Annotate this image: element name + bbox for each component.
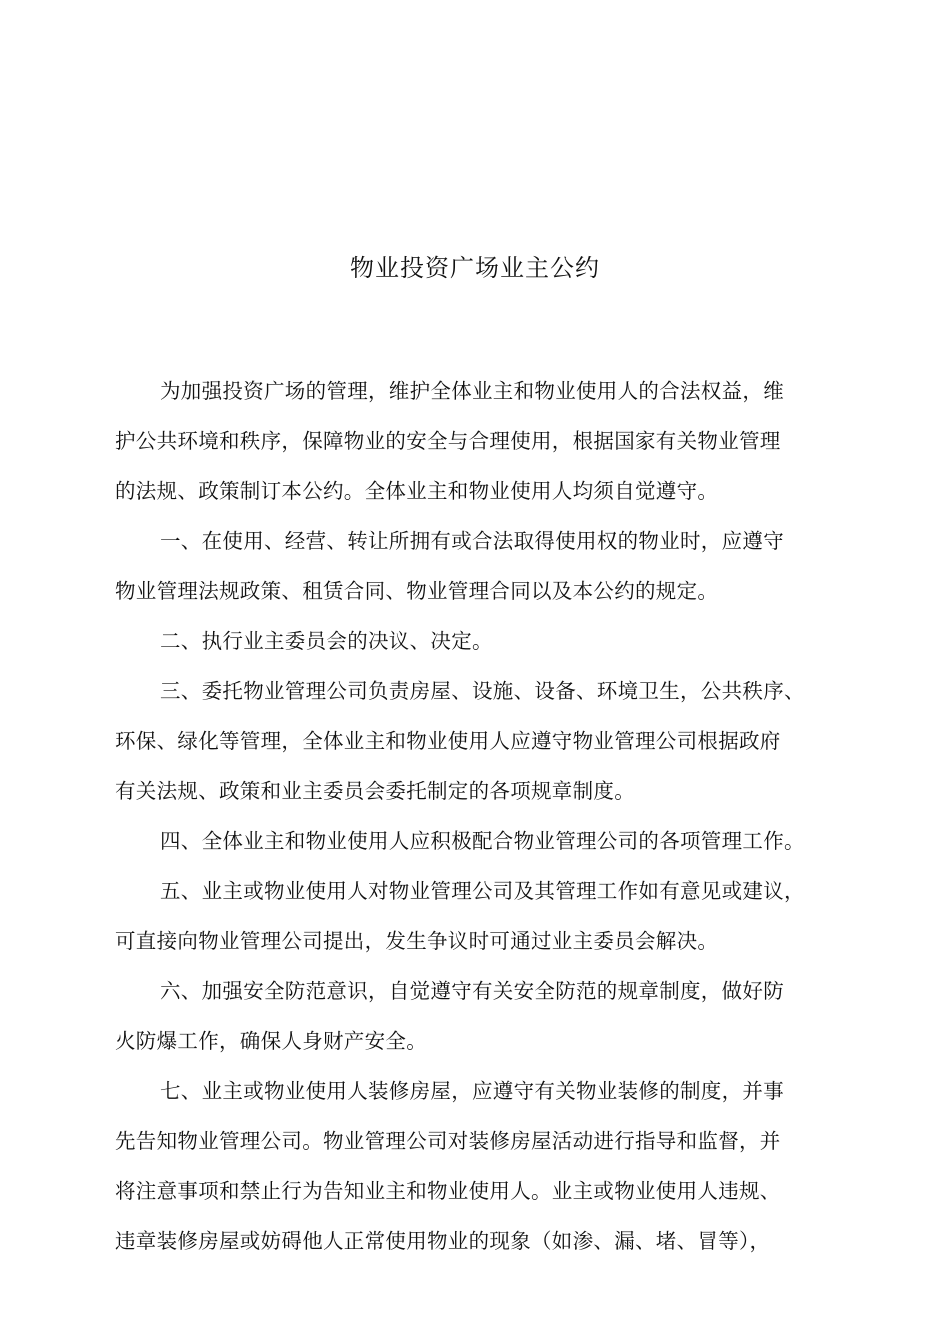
text-line: 有关法规、政策和业主委员会委托制定的各项规章制度。 [115, 779, 635, 803]
text-line: 物业管理法规政策、租赁合同、物业管理合同以及本公约的规定。 [115, 579, 719, 603]
text-line: 护公共环境和秩序，保障物业的安全与合理使用，根据国家有关物业管理 [115, 429, 781, 453]
text-line: 五、业主或物业使用人对物业管理公司及其管理工作如有意见或建议， [160, 879, 805, 903]
text-line: 可直接向物业管理公司提出，发生争议时可通过业主委员会解决。 [115, 929, 719, 953]
text-line: 违章装修房屋或妨碍他人正常使用物业的现象（如渗、漏、堵、冒等）， [115, 1229, 771, 1253]
document-title: 物业投资广场业主公约 [350, 254, 600, 282]
text-line: 环保、绿化等管理，全体业主和物业使用人应遵守物业管理公司根据政府 [115, 729, 781, 753]
text-line: 一、在使用、经营、转让所拥有或合法取得使用权的物业时，应遵守 [160, 529, 784, 553]
text-line: 六、加强安全防范意识，自觉遵守有关安全防范的规章制度，做好防 [160, 979, 784, 1003]
document-body [115, 366, 855, 1266]
text-line: 先告知物业管理公司。物业管理公司对装修房屋活动进行指导和监督，并 [115, 1129, 781, 1153]
text-line: 将注意事项和禁止行为告知业主和物业使用人。业主或物业使用人违规、 [115, 1179, 781, 1203]
text-line: 的法规、政策制订本公约。全体业主和物业使用人均须自觉遵守。 [115, 479, 719, 503]
text-line: 二、执行业主委员会的决议、决定。 [160, 629, 493, 653]
text-line: 火防爆工作，确保人身财产安全。 [115, 1029, 427, 1053]
text-line: 四、全体业主和物业使用人应积极配合物业管理公司的各项管理工作。 [160, 829, 805, 853]
text-line: 为加强投资广场的管理，维护全体业主和物业使用人的合法权益，维 [160, 379, 784, 403]
text-line: 七、业主或物业使用人装修房屋，应遵守有关物业装修的制度，并事 [160, 1079, 784, 1103]
text-line: 三、委托物业管理公司负责房屋、设施、设备、环境卫生，公共秩序、 [160, 679, 805, 703]
